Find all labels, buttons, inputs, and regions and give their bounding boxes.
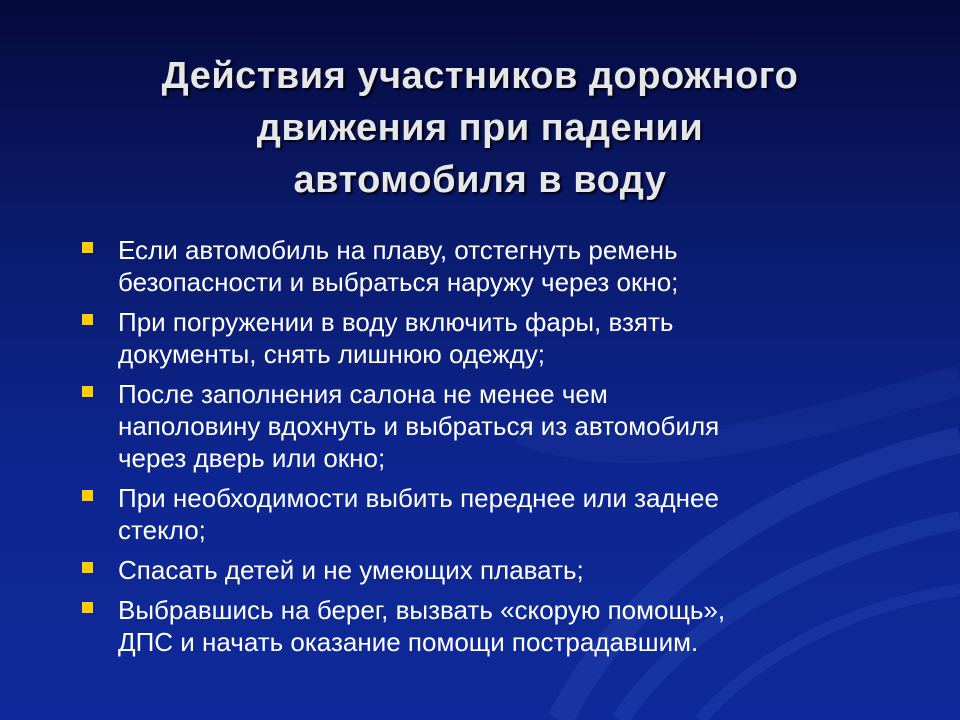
square-bullet-icon (82, 562, 93, 573)
bullet-text-line: Выбравшись на берег, вызвать «скорую помощь», (118, 595, 726, 625)
slide-title-line: автомобиля в воду (293, 159, 667, 201)
square-bullet-icon (82, 242, 93, 253)
bullet-text-line: Спасать детей и не умеющих плавать; (118, 555, 584, 585)
bullet-text-line: стекло; (118, 515, 206, 545)
bullet-list (82, 234, 902, 666)
bullet-item (82, 234, 902, 298)
bullet-item (82, 306, 902, 370)
bullet-text-line: ДПС и начать оказание помощи пострадавшим. (118, 627, 699, 657)
square-bullet-icon (82, 386, 93, 397)
bullet-text-line: Если автомобиль на плаву, отстегнуть ремень (118, 235, 678, 265)
bullet-item (82, 594, 902, 658)
bullet-text-line: документы, снять лишнюю одежду; (118, 339, 546, 369)
bullet-text-line: После заполнения салона не менее чем (118, 379, 608, 409)
slide-title (40, 50, 920, 206)
slide-title-line: движения при падении (256, 107, 704, 149)
square-bullet-icon (82, 602, 93, 613)
bullet-text-line: При необходимости выбить переднее или заднее (118, 483, 719, 513)
bullet-text-line: наполовину вдохнуть и выбраться из автомобиля (118, 411, 720, 441)
bullet-text-line: через дверь или окно; (118, 443, 386, 473)
bullet-text-line: При погружении в воду включить фары, взять (118, 307, 674, 337)
square-bullet-icon (82, 314, 93, 325)
slide-title-line: Действия участников дорожного (161, 55, 799, 97)
square-bullet-icon (82, 490, 93, 501)
bullet-item (82, 378, 902, 474)
bullet-item (82, 554, 902, 586)
bullet-text-line: безопасности и выбраться наружу через окно; (118, 267, 679, 297)
bullet-item (82, 482, 902, 546)
